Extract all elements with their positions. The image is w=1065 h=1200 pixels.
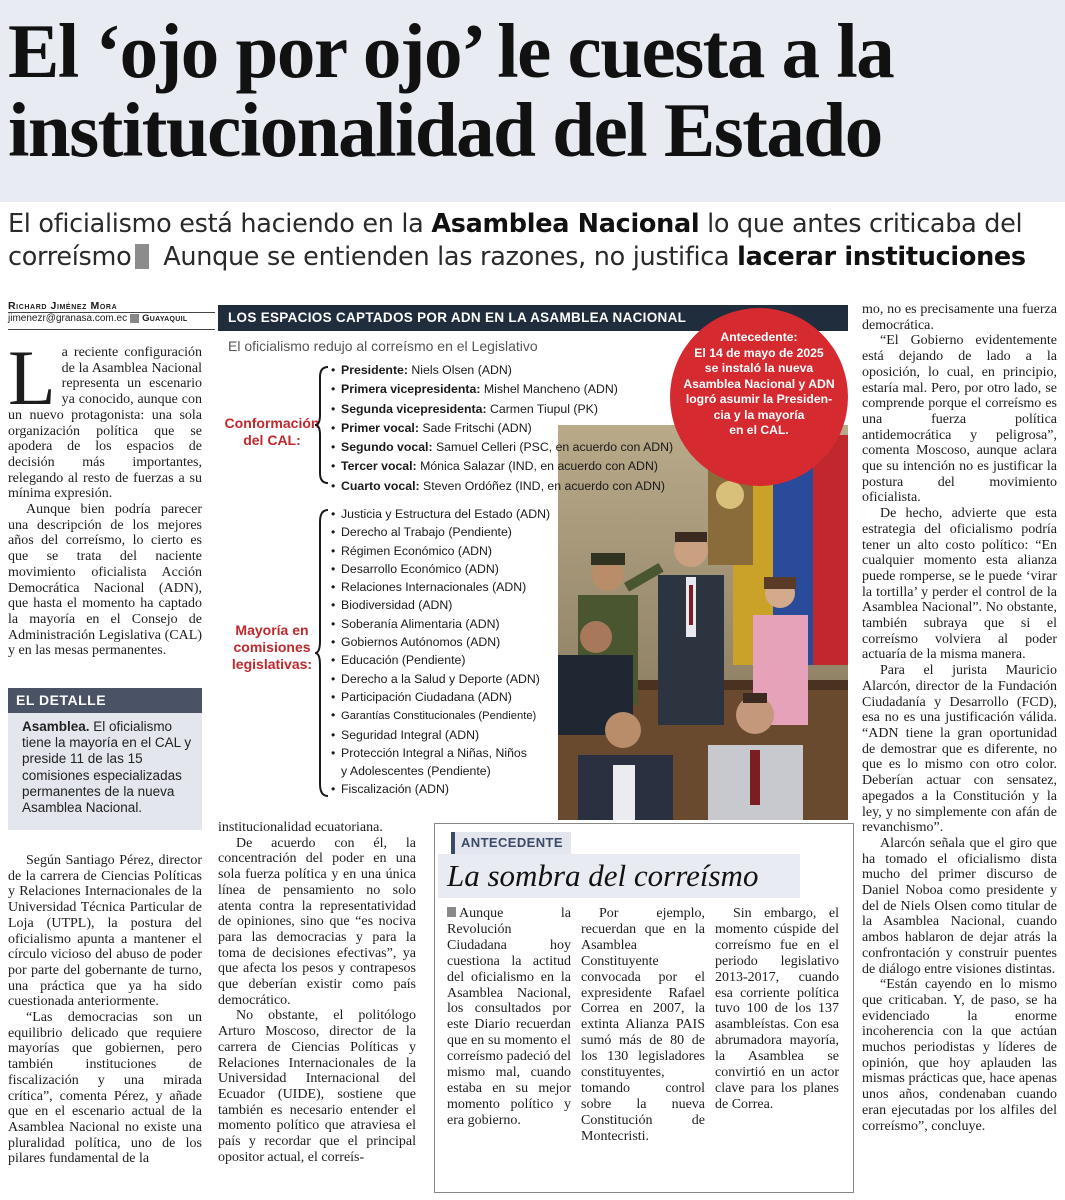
- paragraph: mo, no es precisamente una fuerza democrática.: [862, 302, 1057, 333]
- subhead-bold-2: lacerar instituciones: [737, 242, 1026, 272]
- byline-email[interactable]: jimenezr@granasa.com.ec: [8, 313, 128, 324]
- comision-name: Desarrollo Económico (ADN): [341, 561, 499, 576]
- bullet-icon: •: [331, 363, 336, 377]
- bullet-icon: •: [331, 653, 336, 668]
- comision-item: [331, 523, 550, 541]
- bullet-icon: •: [331, 727, 336, 742]
- paragraph: “Están cayendo en lo mismo que criticaban. Y, de paso, se ha evidenciado la enorme incoherencia con la que actúan muchos periodistas y líderes de opinión, que hoy aplauden las mismas prácticas que, hace apenas unos años, condenaban cuando eran ejecutadas por los alfiles del correísmo”, concluye.: [862, 977, 1057, 1134]
- bullet-icon: •: [331, 598, 336, 613]
- antecedente-tab: ANTECEDENTE: [451, 832, 571, 854]
- comision-name: Protección Integral a Niñas, Niños: [341, 745, 527, 760]
- bullet-icon: •: [331, 782, 336, 797]
- detalle-box: [8, 688, 202, 830]
- antecedente-box: [434, 823, 854, 1193]
- cal-role: Primer vocal:: [341, 420, 419, 435]
- comision-item: [331, 780, 550, 798]
- antecedente-title: La sombra del correísmo: [447, 858, 759, 893]
- dropcap: L: [8, 334, 56, 421]
- subhead: [8, 208, 1058, 274]
- badge-title: Antecedente:: [720, 330, 798, 344]
- comision-name: Justicia y Estructura del Estado (ADN): [341, 507, 551, 521]
- comision-name: Participación Ciudadana (ADN): [341, 689, 512, 704]
- cal-item: [331, 457, 673, 476]
- comision-item: [331, 615, 550, 633]
- detalle-text: El oficialismo tiene la mayoría en el CAL y preside 11 de las 15 comisiones especializadas permanentes de la nueva Asamblea Nacional.: [22, 719, 192, 816]
- comision-item: [331, 542, 550, 560]
- bullet-icon: •: [331, 382, 336, 397]
- badge-line: logró asumir la Presiden-: [685, 392, 833, 406]
- cal-role: Cuarto vocal:: [341, 478, 420, 493]
- subhead-text-3: Aunque se entienden las razones, no justifica: [155, 242, 738, 272]
- bullet-icon: •: [331, 616, 336, 631]
- comision-item: [331, 744, 550, 762]
- comision-name: Derecho al Trabajo (Pendiente): [341, 525, 512, 540]
- bullet-icon: •: [331, 543, 336, 558]
- bullet-icon: •: [331, 689, 336, 704]
- byline-author: Richard Jiménez Mora: [8, 300, 118, 312]
- cal-item: [331, 361, 673, 380]
- headline-line-2: institucionalidad del Estado: [8, 87, 882, 173]
- comision-name: Fiscalización (ADN): [341, 782, 449, 797]
- comision-item: [331, 762, 550, 780]
- cal-name: Samuel Celleri (PSC, en acuerdo con ADN): [432, 440, 674, 455]
- comision-name: Derecho a la Salud y Deporte (ADN): [341, 671, 540, 686]
- cal-list: [331, 361, 673, 496]
- comision-item: [331, 578, 550, 596]
- article-column-3: [862, 302, 1057, 1134]
- separator-square-icon: [447, 907, 456, 917]
- paragraph: De acuerdo con él, la concentración del poder en una sola fuerza política y en una única línea de pensamiento no solo atenta contra la representatividad de opiniones, sino que “es nociva para las democracias y para la toma de decisiones efectivas”, ya que afecta los pesos y contrapesos que deberían existir como país democrático.: [218, 835, 416, 1008]
- cal-name: Niels Olsen (ADN): [407, 363, 512, 377]
- article-column-1: [8, 334, 202, 659]
- antecedente-text-1: Aunque la Revolución Ciudadana hoy cuestiona la actitud del oficialismo en la Asamblea Nacional, los consultados por este Diario recuerdan que en su momento el correísmo padeció del mismo mal, cuando estaba en su mejor momento político y era gobierno.: [447, 906, 571, 1128]
- paragraph: No obstante, el politólogo Arturo Moscoso, director de la carrera de Ciencias Políticas y Relaciones Internacionales de la Universidad Internacional del Ecuador (UIDE), sostiene que también es necesario entender el momento político que atraviesa el país y recordar que el principal opositor actual, el correís-: [218, 1008, 416, 1165]
- bullet-icon: •: [331, 478, 336, 493]
- paragraph: [8, 334, 202, 502]
- paragraph: Alarcón señala que el giro que ha tomado el oficialismo dista mucho del primer discurso de Daniel Noboa como presidente y del de Niels Olsen como titular de la Asamblea Nacional, cuando ambos hablaron de dejar atrás la confrontación y construir puentes de diálogo entre visiones distintas.: [862, 835, 1057, 977]
- separator-square-icon: [135, 244, 149, 269]
- antecedente-text-3: Sin embargo, el momento cúspide del correísmo fue en el periodo legislativo 2013-2017, cuando esa corriente política tuvo 100 de los 137 asambleístas. Con esa abrumadora mayoría, la Asamblea se convirtió en un actor clave para los planes de Correa.: [715, 906, 839, 1112]
- comision-item: [331, 596, 550, 614]
- subhead-text-2: lo que antes criticaba del correísmo: [8, 209, 1023, 272]
- comision-item: [331, 505, 550, 523]
- comision-item: [331, 726, 550, 744]
- comision-name: Garantías Constitucionales (Pendiente): [341, 710, 537, 723]
- cal-label: Conformación del CAL:: [224, 415, 320, 448]
- headline-line-1: El ‘ojo por ojo’ le cuesta a la: [8, 8, 894, 94]
- bullet-icon: •: [331, 745, 336, 760]
- comision-name: Régimen Económico (ADN): [341, 543, 493, 558]
- cal-role: Segundo vocal:: [341, 440, 433, 455]
- separator-square-icon: [130, 314, 139, 323]
- bullet-icon: •: [331, 708, 336, 723]
- bullet-icon: •: [331, 420, 336, 435]
- article-column-2: [218, 820, 416, 1165]
- cal-item: [331, 380, 673, 399]
- comision-name: Gobiernos Autónomos (ADN): [341, 635, 501, 650]
- bullet-icon: •: [331, 580, 336, 595]
- badge-line: en el CAL.: [729, 423, 789, 437]
- subhead-text-1: El oficialismo está haciendo en la: [8, 209, 432, 239]
- cal-role: Primera vicepresidenta:: [341, 382, 481, 397]
- bullet-icon: •: [331, 671, 336, 686]
- badge-lines: [670, 346, 848, 439]
- badge-line: Asamblea Nacional y ADN: [683, 376, 835, 391]
- comision-item: [331, 560, 550, 578]
- paragraph-text: a reciente configuración de la Asamblea Nacional representa un escenario ya conocido, aunque con un nuevo protagonista: una sola organización política que se apodera de los espacios de decisión más importantes, relegando al resto de fuerzas a su mínima expresión.: [8, 345, 202, 502]
- paragraph: institucionalidad ecuatoriana.: [218, 820, 383, 835]
- cal-item: [331, 438, 673, 457]
- bullet-icon: •: [331, 401, 336, 416]
- paragraph: “Las democracias son un equilibrio delicado que requiere mayorías que gobiernen, pero también instituciones de fiscalización y una mirada crítica”, comenta Pérez, y añade que en el escenario actual de la Asamblea Nacional no existe una pluralidad política, uno de los pilares fundamental de la: [8, 1010, 202, 1167]
- cal-name: Carmen Tiupul (PK): [486, 401, 598, 416]
- cal-name: Sade Fritschi (ADN): [418, 420, 532, 435]
- paragraph: Para el jurista Mauricio Alarcón, director de la Fundación Ciudadanía y Desarrollo (FCD), esa no es una justificación válida. “ADN tiene la gran oportunidad de demostrar que es diferente, no que es lo mismo con otro color. Deberían actuar con sensatez, apegados a la Constitución y la ley, y no simplemente con afán de revanchismo”.: [862, 663, 1057, 836]
- comisiones-brace: [314, 508, 330, 798]
- paragraph: Aunque bien podría parecer una descripción de los mejores años del correísmo, lo cierto es que se trata del naciente movimiento oficialista Acción Democrática Nacional (ADN), que hasta el momento ha captado la mayoría en el Consejo de Administración Legislativa (CAL) y en las mesas permanentes.: [8, 502, 202, 659]
- badge-line: se instaló la nueva: [704, 361, 814, 375]
- badge-line: El 14 de mayo de 2025: [694, 345, 824, 360]
- antecedente-column-3: [715, 906, 839, 1113]
- paragraph: Según Santiago Pérez, director de la carrera de Ciencias Políticas y Relaciones Internacionales de la Universidad Técnica Particular de Loja (UTPL), la postura del oficialismo apunta a mantener el círculo vicioso del abuso de poder por parte del gobernante de turno, una práctica que ya ha sido cuestionada anteriormente.: [8, 853, 202, 1010]
- infographic-title: LOS ESPACIOS CAPTADOS POR ADN EN LA ASAMBLEA NACIONAL: [218, 305, 848, 331]
- antecedente-column-2: [581, 906, 705, 1145]
- bullet-icon: •: [331, 525, 336, 540]
- cal-role: Tercer vocal:: [341, 459, 417, 474]
- comision-item: [331, 670, 550, 688]
- badge-line: cia y la mayoría: [713, 407, 805, 422]
- bullet-icon: •: [331, 561, 336, 576]
- byline-rule-bottom: [8, 329, 215, 330]
- comision-item: [331, 633, 550, 651]
- antecedente-column-1: [447, 906, 571, 1129]
- comisiones-list: [331, 505, 550, 799]
- cal-name: Mishel Mancheno (ADN): [480, 382, 618, 397]
- cal-name: Mónica Salazar (IND, en acuerdo con ADN): [416, 459, 658, 474]
- bullet-icon: •: [331, 440, 336, 455]
- antecedente-text-2: Por ejemplo, recuerdan que en la Asamblea Constituyente convocada por el expresidente Rafael Correa en 2007, la extinta Alianza PAIS sumó más de 80 de los 130 legisladores constituyentes, tomando control sobre la nueva Constitución de Montecristi.: [581, 906, 705, 1144]
- comisiones-label: Mayoría en comisiones legislativas:: [231, 622, 313, 672]
- cal-item: [331, 477, 673, 496]
- comision-name: Relaciones Internacionales (ADN): [341, 580, 527, 595]
- comision-name: Soberanía Alimentaria (ADN): [341, 616, 500, 631]
- cal-name: Steven Ordóñez (IND, en acuerdo con ADN): [419, 478, 665, 493]
- paragraph: De hecho, advierte que esta estrategia del oficialismo podría tener un alto costo político: “En cualquier momento esta alianza puede romperse, se le puede ‘virar la tortilla’ y perder el control de la Asamblea Nacional”. No obstante, también subraya que si el correísmo volviera al poder actuaría de la misma manera.: [862, 506, 1057, 663]
- comision-name: y Adolescentes (Pendiente): [341, 764, 491, 779]
- cal-brace: [314, 365, 330, 485]
- bullet-icon: •: [331, 507, 336, 521]
- bullet-icon: •: [331, 459, 336, 474]
- infographic-subtitle: El oficialismo redujo al correísmo en el Legislativo: [228, 338, 538, 354]
- byline-rule: [8, 312, 215, 313]
- cal-item: [331, 400, 673, 419]
- detalle-body: [8, 713, 202, 816]
- comision-item: [331, 651, 550, 669]
- article-column-1-continued: [8, 853, 202, 1167]
- comision-name: Seguridad Integral (ADN): [341, 727, 480, 742]
- detalle-title: EL DETALLE: [8, 688, 202, 713]
- subhead-bold-1: Asamblea Nacional: [431, 209, 700, 239]
- antecedente-badge: [670, 308, 848, 486]
- cal-role: Segunda vicepresidenta:: [341, 401, 487, 416]
- comision-name: Educación (Pendiente): [341, 653, 466, 668]
- bullet-icon: •: [331, 635, 336, 650]
- cal-role: Presidente:: [341, 363, 408, 377]
- comision-item: [331, 706, 550, 725]
- comision-name: Biodiversidad (ADN): [341, 598, 453, 613]
- cal-item: [331, 419, 673, 438]
- paragraph: “El Gobierno evidentemente está dejando de lado a la oposición, lo cual, en principio, estaría mal. Pero, por otro lado, se comprende porque el correísmo es una fuerza política antidemocrática y peligrosa”, comenta Moscoso, aunque aclara que su intención no es justificar la postura del movimiento oficialista.: [862, 333, 1057, 506]
- comision-item: [331, 688, 550, 706]
- headline: [8, 8, 1053, 173]
- byline-city: Guayaquil: [142, 313, 188, 324]
- detalle-bold: Asamblea.: [22, 719, 90, 734]
